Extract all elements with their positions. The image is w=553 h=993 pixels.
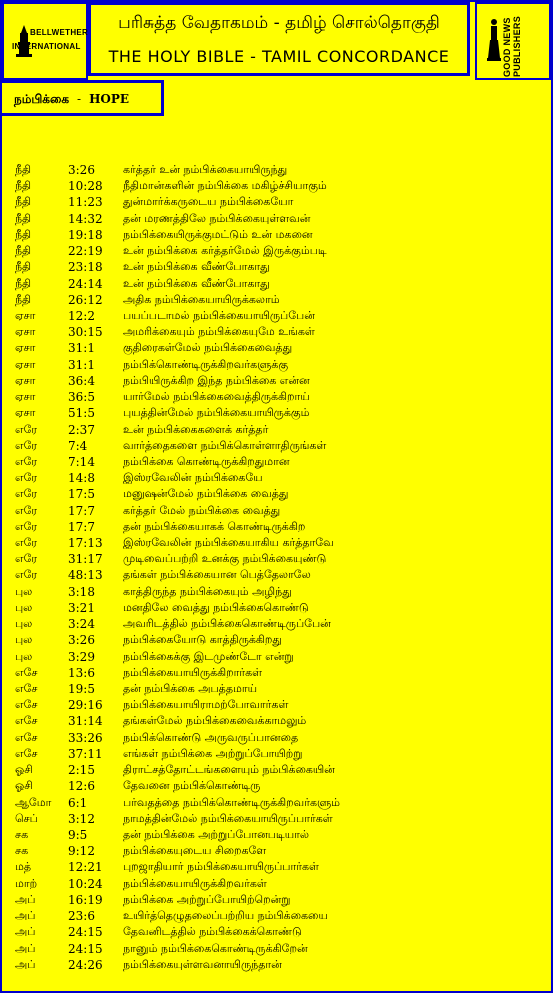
entry-book: எசே [15,665,38,679]
entry-text: நானும் நம்பிக்கைகொண்டிருக்கிறேன் [123,941,308,955]
concordance-list [0,162,553,973]
list-item [0,454,553,470]
entry-reference: 10:28 [68,179,103,194]
entry-book: புல [15,584,33,598]
list-item [0,957,553,973]
entry-book: எரே [15,552,38,566]
entry-reference: 3:26 [68,633,95,648]
entry-book: நீதி [15,211,32,225]
entry-text: கர்த்தர் மேல் நம்பிக்கை வைத்து [123,503,281,517]
list-item [0,308,553,324]
entry-reference: 29:16 [68,698,103,713]
entry-text: நாமத்தின்மேல் நம்பிக்கையாயிருப்பார்கள் [123,811,333,825]
topic-tamil: நம்பிக்கை [14,92,70,106]
entry-text: அமரிக்கையும் நம்பிக்கையுமே உங்கள் [123,325,315,339]
entry-text: நம்பிக்கையுள்ளவனாயிருந்தான் [123,957,282,971]
list-item [0,486,553,502]
entry-book: எரே [15,519,38,533]
entry-book: ஓசி [15,763,33,777]
entry-book: எசே [15,714,38,728]
list-item [0,227,553,243]
list-item [0,178,553,194]
entry-reference: 24:26 [68,957,103,972]
entry-reference: 48:13 [68,568,103,583]
list-item [0,762,553,778]
entry-text: உன் நம்பிக்கைகளைக் கர்த்தர் [123,422,269,436]
entry-book: எரே [15,422,38,436]
list-item [0,713,553,729]
entry-reference: 23:18 [68,260,103,275]
entry-reference: 31:14 [68,714,103,729]
entry-reference: 3:12 [68,811,95,826]
list-item [0,357,553,373]
entry-reference: 17:5 [68,487,95,502]
topic-english: HOPE [89,92,130,106]
entry-reference: 3:18 [68,584,95,599]
entry-reference: 31:17 [68,552,103,567]
entry-book: அப் [15,957,36,971]
topic-box [2,80,164,116]
entry-book: செப் [15,811,38,825]
entry-book: எசே [15,682,38,695]
figure-icon [487,18,501,62]
entry-text: எங்கள் நம்பிக்கை அற்றுப்போயிற்று [123,746,303,760]
entry-reference: 6:1 [68,795,88,810]
entry-reference: 31:1 [68,357,95,372]
entry-text: நம்பிக்கையோடு காத்திருக்கிறது [123,633,282,647]
list-item [0,908,553,924]
list-item [0,616,553,632]
entry-text: அதிக நம்பிக்கையாயிருக்கலாம் [123,292,280,306]
list-item [0,276,553,292]
list-item [0,811,553,827]
list-item [0,795,553,811]
entry-text: நம்பிக்கையாயிருக்கிறவர்கள் [123,876,267,890]
entry-text: தன் மரணத்திலே நம்பிக்கையுள்ளவன் [123,211,311,225]
entry-reference: 3:26 [68,163,95,177]
entry-text: தன் நம்பிக்கை அற்றுப்போனபடியால் [123,827,310,841]
entry-reference: 14:8 [68,471,95,486]
entry-book: எசே [15,730,38,744]
list-item [0,876,553,892]
entry-text: நம்பிக்கையாயிருக்கிறார்கள் [123,665,263,679]
entry-text: நம்பிக்கையிருக்குமட்டும் உன் மகனை [123,227,313,241]
entry-reference: 24:15 [68,941,103,956]
entry-book: ஏசா [15,325,36,339]
entry-reference: 16:19 [68,892,103,907]
list-item [0,730,553,746]
entry-text: தன் நம்பிக்கை அபத்தமாய் [123,682,258,695]
list-item [0,649,553,665]
list-item [0,389,553,405]
entry-book: ஏசா [15,308,36,322]
entry-book: ஏசா [15,341,36,355]
list-item [0,778,553,794]
entry-text: திராட்சத்தோட்டங்களையும் நம்பிக்கையின் [123,763,335,777]
logo-left-line-1: BELLWETHER [30,28,89,37]
topic-heading [14,92,129,108]
list-item [0,746,553,762]
entry-reference: 19:5 [68,682,95,696]
entry-book: அப் [15,909,36,923]
entry-text: மனதிலே வைத்து நம்பிக்கைகொண்டு [123,600,309,614]
entry-book: ஆமோ [15,795,52,809]
list-item [0,924,553,940]
entry-book: எரே [15,536,38,550]
entry-text: தங்கள் நம்பிக்கையான பெத்தேலாலே [123,568,311,582]
entry-book: எரே [15,471,38,485]
list-item [0,194,553,210]
entry-reference: 19:18 [68,227,103,242]
entry-text: யார்மேல் நம்பிக்கைவைத்திருக்கிறாய் [123,390,310,404]
list-item [0,551,553,567]
entry-book: எசே [15,698,38,712]
entry-text: துன்மார்க்கருடைய நம்பிக்கையோ [123,195,294,209]
entry-text: உன் நம்பிக்கை வீண்போகாது [123,260,270,274]
entry-book: எரே [15,568,38,582]
logo-right-line-1: GOOD NEWS [502,17,512,78]
entry-reference: 17:7 [68,519,95,534]
good-news-logo [475,2,551,80]
entry-text: நம்பிக்கையுடைய சிறைகளே [123,844,267,858]
list-item [0,259,553,275]
entry-book: நீதி [15,244,32,258]
list-item [0,340,553,356]
logo-left-line-2: INTERNATIONAL [12,41,81,51]
entry-book: நீதி [15,179,32,193]
list-item [0,162,553,178]
entry-book: நீதி [15,276,32,290]
entry-reference: 3:21 [68,600,95,615]
title-tamil: பரிசுத்த வேதாகமம் - தமிழ் சொல்தொகுதி [118,13,440,33]
entry-text: நம்பிக்கொண்டு அருவருப்பானதை [123,730,299,744]
entry-book: அப் [15,941,36,955]
entry-text: தேவனை நம்பிக்கொண்டிரு [123,779,261,793]
entry-book: புல [15,617,33,631]
entry-book: அப் [15,892,36,906]
entry-reference: 17:7 [68,503,95,518]
entry-reference: 2:37 [68,422,95,437]
list-item [0,697,553,713]
entry-book: புல [15,633,33,647]
entry-book: நீதி [15,260,32,274]
list-item [0,243,553,259]
entry-text: உன் நம்பிக்கை கர்த்தர்மேல் இருக்கும்படி [123,244,327,258]
entry-text: நம்பிக்கொண்டிருக்கிறவர்களுக்கு [123,357,289,371]
entry-book: மாற் [15,876,38,890]
entry-reference: 13:6 [68,665,95,680]
entry-reference: 37:11 [68,746,103,761]
entry-book: ஓசி [15,779,33,793]
entry-reference: 9:12 [68,844,95,859]
entry-text: பர்வதத்தை நம்பிக்கொண்டிருக்கிறவர்களும் [123,795,341,809]
list-item [0,892,553,908]
list-item [0,843,553,859]
entry-reference: 11:23 [68,195,103,210]
entry-reference: 33:26 [68,730,103,745]
entry-book: மத் [15,860,32,874]
entry-text: பயப்படாமல் நம்பிக்கையாயிருப்பேன் [123,308,315,322]
entry-book: ஏசா [15,373,36,387]
list-item [0,600,553,616]
entry-text: நம்பிக்கைக்கு இடமுண்டோ என்று [123,649,294,663]
entry-book: எரே [15,503,38,517]
entry-book: ஏசா [15,406,36,420]
list-item [0,324,553,340]
entry-book: நீதி [15,195,32,209]
list-item [0,422,553,438]
entry-book: நீதி [15,292,32,306]
entry-text: மனுஷன்மேல் நம்பிக்கை வைத்து [123,487,289,501]
entry-text: நீதிமான்களின் நம்பிக்கை மகிழ்ச்சியாகும் [123,179,327,193]
entry-text: முடிவைப்பற்றி உனக்கு நம்பிக்கையுண்டு [123,552,327,566]
list-item [0,373,553,389]
entry-text: தங்கள்மேல் நம்பிக்கைவைக்காமலும் [123,714,307,728]
title-english: THE HOLY BIBLE - TAMIL CONCORDANCE [108,47,450,66]
list-item [0,438,553,454]
entry-book: எசே [15,746,38,760]
list-item [0,567,553,583]
entry-book: நீதி [15,163,32,176]
entry-reference: 26:12 [68,292,103,307]
entry-reference: 36:4 [68,373,95,388]
entry-reference: 12:21 [68,860,103,875]
list-item [0,859,553,875]
list-item [0,405,553,421]
entry-book: எரே [15,487,38,501]
entry-text: காத்திருந்த நம்பிக்கையும் அழிந்து [123,584,292,598]
entry-text: இஸ்ரவேலின் நம்பிக்கையே [123,471,263,485]
entry-reference: 30:15 [68,325,103,340]
entry-reference: 3:29 [68,649,95,664]
entry-book: சக [15,844,29,858]
list-item [0,211,553,227]
list-item [0,941,553,957]
entry-book: ஏசா [15,390,36,404]
title-box [88,2,470,76]
list-item [0,292,553,308]
list-item [0,632,553,648]
entry-text: வார்த்தைகளை நம்பிக்கொள்ளாதிருங்கள் [123,438,327,452]
entry-reference: 24:14 [68,276,103,291]
entry-reference: 22:19 [68,244,103,259]
entry-text: நம்பிக்கை அற்றுப்போயிற்றென்று [123,892,291,906]
entry-text: நம்பியிருக்கிற இந்த நம்பிக்கை என்ன [123,373,310,387]
list-item [0,827,553,843]
entry-book: எரே [15,438,38,452]
entry-text: கர்த்தர் உன் நம்பிக்கையாயிருந்து [123,163,288,176]
list-item [0,535,553,551]
list-item [0,519,553,535]
entry-text: உன் நம்பிக்கை வீண்போகாது [123,276,270,290]
list-item [0,665,553,681]
entry-book: எரே [15,454,38,468]
entry-text: குதிரைகள்மேல் நம்பிக்கைவைத்து [123,341,293,355]
entry-reference: 7:14 [68,454,95,469]
entry-reference: 14:32 [68,211,103,226]
list-item [0,681,553,697]
entry-reference: 7:4 [68,438,88,453]
logo-right-line-2: PUBLISHERS [511,16,522,78]
entry-reference: 17:13 [68,536,103,551]
entry-reference: 23:6 [68,909,95,924]
entry-text: புயத்தின்மேல் நம்பிக்கையாயிருக்கும் [123,406,310,420]
bellwether-logo [2,2,88,80]
entry-book: நீதி [15,227,32,241]
entry-reference: 3:24 [68,617,95,632]
entry-book: புல [15,600,33,614]
header [0,0,553,80]
entry-reference: 12:6 [68,779,95,794]
entry-book: புல [15,649,33,663]
list-item [0,470,553,486]
entry-text: அவரிடத்தில் நம்பிக்கைகொண்டிருப்பேன் [123,617,331,631]
entry-reference: 9:5 [68,827,88,842]
entry-reference: 51:5 [68,406,95,421]
list-item [0,584,553,600]
entry-text: தேவனிடத்தில் நம்பிக்கைக்கொண்டு [123,925,302,939]
entry-reference: 10:24 [68,876,103,891]
entry-text: தன் நம்பிக்கையாகக் கொண்டிருக்கிற [123,519,306,533]
entry-reference: 2:15 [68,763,95,778]
entry-book: ஏசா [15,357,36,371]
entry-book: அப் [15,925,36,939]
entry-reference: 36:5 [68,390,95,405]
entry-reference: 12:2 [68,308,95,323]
entry-reference: 31:1 [68,341,95,356]
entry-reference: 24:15 [68,925,103,940]
entry-book: சக [15,827,29,841]
entry-text: உயிர்த்தெழுதலைப்பற்றிய நம்பிக்கையை [123,909,328,923]
entry-text: நம்பிக்கையாயிராமற்போவார்கள் [123,698,289,712]
entry-text: நம்பிக்கை கொண்டிருக்கிறதுமான [123,454,290,468]
entry-text: புறஜாதியார் நம்பிக்கையாயிருப்பார்கள் [123,860,319,874]
topic-dash: - [77,92,82,106]
entry-text: இஸ்ரவேலின் நம்பிக்கையாகிய கர்த்தாவே [123,536,334,550]
list-item [0,503,553,519]
